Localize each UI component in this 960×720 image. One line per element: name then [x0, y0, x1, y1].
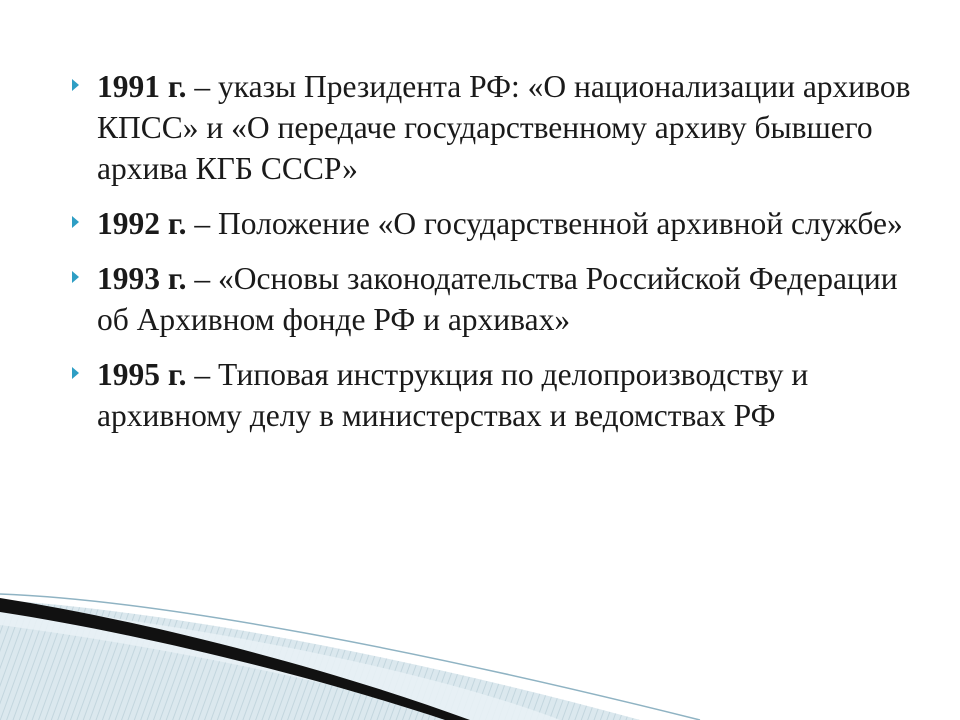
- bullet-text: – Положение «О государственной архивной службе»: [186, 206, 903, 241]
- bullet-year: 1995 г.: [97, 357, 187, 392]
- bullet-text: – Типовая инструкция по делопроизводству и архивному делу в министерствах и ведомствах РФ: [97, 357, 809, 433]
- bullet-year: 1993 г.: [97, 261, 187, 296]
- bullet-text: – «Основы законодательства Российской Федерации об Архивном фонде РФ и архивах»: [97, 261, 898, 337]
- bullet-year: 1991 г.: [97, 69, 187, 104]
- bullet-year: 1992 г.: [97, 206, 187, 241]
- bullet-text: – указы Президента РФ: «О национализации архивов КПСС» и «О передаче государственному архиву бывшего архива КГБ СССР»: [97, 69, 911, 186]
